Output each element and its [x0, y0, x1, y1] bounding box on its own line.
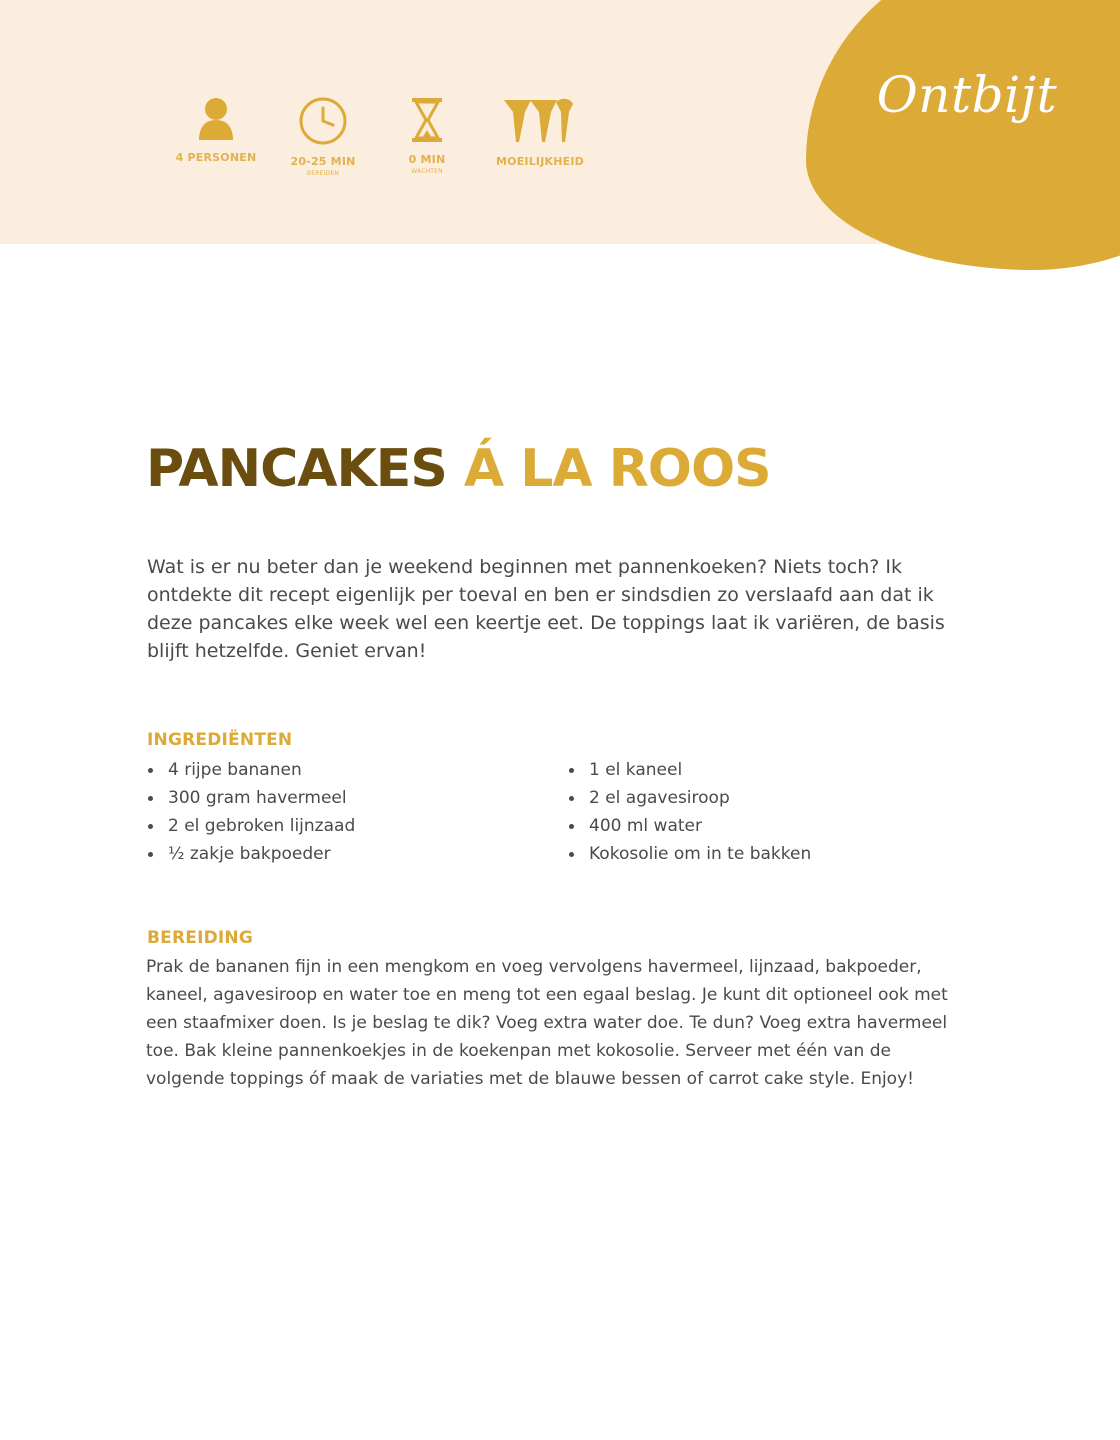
ingredient-item: 1 el kaneel	[567, 756, 811, 784]
ingredient-item: 2 el agavesiroop	[567, 784, 811, 812]
chef-knives-icon	[499, 96, 581, 146]
ingredient-item: ½ zakje bakpoeder	[146, 840, 355, 868]
prep-time-meta	[263, 96, 383, 177]
wait-time-label: 0 MIN	[408, 153, 446, 166]
preparation-title: BEREIDING	[147, 928, 254, 948]
ingredient-item: 300 gram havermeel	[146, 784, 355, 812]
ingredient-item: 4 rijpe bananen	[146, 756, 355, 784]
recipe-title-main: PANCAKES	[146, 439, 447, 499]
wait-time-sub: WACHTEN	[411, 167, 443, 175]
hourglass-icon	[409, 96, 445, 144]
ingredient-item: 400 ml water	[567, 812, 811, 840]
ingredients-list-right	[567, 756, 811, 868]
clock-icon	[298, 96, 348, 146]
ingredients-list-left	[146, 756, 355, 868]
category-label: Ontbijt	[876, 66, 1058, 124]
recipe-intro: Wat is er nu beter dan je weekend beginnen met pannenkoeken? Niets toch? Ik ontdekte dit recept eigenlijk per toeval en ben er sindsdien zo verslaafd aan dat ik deze pancakes elke week wel een keertje eet. De toppings laat ik variëren, de basis blijft hetzelfde. Geniet ervan!	[147, 556, 945, 662]
servings-label: 4 PERSONEN	[175, 151, 257, 164]
ingredient-item: 2 el gebroken lijnzaad	[146, 812, 355, 840]
difficulty-label: MOEILIJKHEID	[496, 155, 584, 168]
ingredients-title: INGREDIËNTEN	[147, 730, 293, 750]
preparation-text: Prak de bananen fijn in een mengkom en voeg vervolgens havermeel, lijnzaad, bakpoeder, kaneel, agavesiroop en water toe en meng tot een egaal beslag. Je kunt dit optioneel ook met een staafmixer doen. Is je beslag te dik? Voeg extra water doe. Te dun? Voeg extra havermeel toe. Bak kleine pannenkoekjes in de koekenpan met kokosolie. Serveer met één van de volgende toppings óf maak de variaties met de blauwe bessen of carrot cake style. Enjoy!	[146, 957, 948, 1089]
prep-time-sub: BEREIDEN	[306, 169, 340, 177]
prep-time-label: 20-25 MIN	[290, 155, 356, 168]
ingredient-item: Kokosolie om in te bakken	[567, 840, 811, 868]
recipe-title-accent: Á LA ROOS	[463, 439, 771, 499]
servings-meta	[156, 96, 276, 165]
recipe-title	[146, 439, 771, 499]
difficulty-meta	[480, 96, 600, 169]
wait-time-meta	[367, 96, 487, 175]
person-icon	[196, 96, 236, 142]
